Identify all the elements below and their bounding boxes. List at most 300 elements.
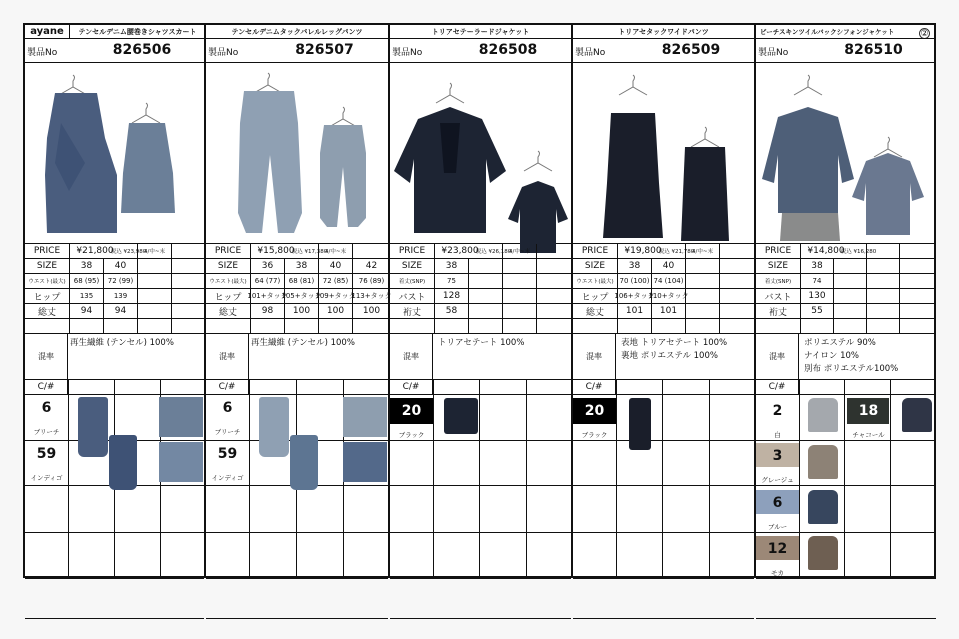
color-row bbox=[390, 533, 571, 579]
product-column bbox=[756, 25, 936, 576]
color-number: 3 bbox=[772, 448, 783, 464]
spec-value: 113+タック bbox=[351, 292, 392, 300]
spec-cell bbox=[720, 259, 756, 273]
mix-line: 再生繊維 (テンセル) 100% bbox=[251, 338, 355, 348]
spec-cell bbox=[537, 244, 573, 258]
spec-row-waist bbox=[25, 274, 204, 289]
spec-cell bbox=[900, 319, 936, 333]
spec-label: 総丈 bbox=[573, 304, 618, 318]
spec-cell bbox=[834, 319, 867, 333]
color-number: 12 bbox=[767, 541, 788, 557]
product-number-row bbox=[206, 39, 388, 63]
spec-row-blank1 bbox=[206, 319, 388, 334]
garment-thumbnail bbox=[259, 397, 289, 457]
product-header bbox=[206, 25, 388, 39]
color-number: 6 bbox=[222, 400, 233, 416]
spec-label: SIZE bbox=[573, 259, 618, 273]
color-row bbox=[25, 486, 204, 533]
fabric-mix bbox=[206, 334, 388, 380]
price-value: ¥21,800 bbox=[76, 246, 114, 256]
spec-value: 42 bbox=[365, 261, 378, 271]
spec-cell bbox=[503, 304, 537, 318]
release-timing: 4/中~末 bbox=[319, 244, 353, 258]
fabric-mix bbox=[25, 334, 204, 380]
color-row bbox=[390, 441, 571, 486]
spec-row-sleeve bbox=[390, 304, 571, 319]
color-number: 20 bbox=[401, 403, 422, 419]
price-with-tax: 税込 ¥23,980 bbox=[120, 244, 138, 258]
spec-value: 100 bbox=[362, 306, 381, 316]
spec-cell bbox=[251, 319, 285, 333]
page-number: ② bbox=[920, 29, 929, 39]
mix-text bbox=[804, 337, 898, 376]
spec-cell bbox=[867, 304, 900, 318]
spec-value: 38 bbox=[801, 259, 834, 273]
product-number-label: 製品No bbox=[758, 48, 789, 58]
spec-cell bbox=[537, 289, 573, 303]
color-name: ブルー bbox=[767, 523, 788, 531]
spec-value: 40 bbox=[319, 259, 353, 273]
color-row bbox=[25, 579, 204, 619]
color-row bbox=[206, 579, 388, 619]
spec-label: PRICE bbox=[756, 244, 801, 258]
product-column bbox=[25, 25, 206, 576]
spec-cell bbox=[686, 274, 720, 288]
spec-row-bust bbox=[390, 289, 571, 304]
spec-label: SIZE bbox=[390, 259, 435, 273]
color-row bbox=[573, 441, 754, 486]
mix-text bbox=[621, 337, 727, 363]
spec-row-hip bbox=[206, 289, 392, 304]
product-number-label: 製品No bbox=[575, 48, 606, 58]
product-number: 826508 bbox=[478, 42, 538, 58]
product-column bbox=[390, 25, 573, 576]
spec-cell bbox=[537, 274, 573, 288]
spec-cell bbox=[319, 319, 353, 333]
color-name: モカ bbox=[771, 569, 784, 577]
spec-value: 109+タック bbox=[319, 289, 353, 303]
spec-value: 100 bbox=[285, 304, 319, 318]
spec-cell bbox=[686, 304, 720, 318]
spec-value: 139 bbox=[104, 289, 138, 303]
color-number: 59 bbox=[217, 446, 238, 462]
spec-cell bbox=[172, 259, 206, 273]
spec-value: 100 bbox=[319, 304, 353, 318]
line-sheet bbox=[23, 23, 936, 578]
spec-cell bbox=[469, 274, 503, 288]
garment-thumbnail bbox=[808, 398, 838, 432]
spec-row-length bbox=[206, 304, 388, 319]
spec-cell bbox=[104, 319, 138, 333]
price-with-tax: 税込 ¥21,780 bbox=[668, 244, 686, 258]
spec-value: 55 bbox=[801, 304, 834, 318]
product-photo bbox=[756, 63, 936, 244]
color-name: ブリーチ bbox=[214, 428, 241, 436]
price-value: ¥15,800 bbox=[257, 246, 295, 256]
mix-text bbox=[438, 337, 524, 350]
spec-label bbox=[206, 319, 251, 333]
spec-row-price bbox=[206, 244, 388, 259]
product-header bbox=[25, 25, 204, 39]
spec-value: 106+タック bbox=[618, 289, 652, 303]
garment-illustration bbox=[390, 63, 572, 243]
product-number-label: 製品No bbox=[27, 48, 58, 58]
spec-cell bbox=[834, 274, 867, 288]
spec-cell bbox=[618, 319, 652, 333]
color-swatch-6 bbox=[756, 490, 799, 514]
product-photo bbox=[25, 63, 204, 244]
skirt-small bbox=[121, 123, 175, 213]
color-number: 2 bbox=[772, 403, 783, 419]
spec-cell bbox=[801, 319, 834, 333]
jacket-small bbox=[852, 153, 924, 235]
mix-line: ポリエステル 90% bbox=[804, 338, 876, 348]
spec-value: 38 bbox=[70, 259, 104, 273]
spec-cell bbox=[172, 319, 206, 333]
spec-row-waist bbox=[390, 274, 571, 289]
color-name: チャコール bbox=[852, 431, 885, 439]
spec-value: 75 bbox=[435, 274, 469, 288]
color-name: グレージュ bbox=[761, 476, 794, 484]
spec-value: 68 (95) bbox=[70, 274, 104, 288]
product-number-label: 製品No bbox=[392, 48, 423, 58]
fabric-mix bbox=[756, 334, 936, 380]
spec-value: 74 bbox=[801, 274, 834, 288]
fabric-mix bbox=[390, 334, 571, 380]
spec-cell bbox=[503, 289, 537, 303]
spec-row-blank1 bbox=[573, 319, 754, 334]
spec-label: PRICE bbox=[573, 244, 618, 258]
color-name: ブラック bbox=[398, 431, 425, 439]
garment-thumbnail bbox=[290, 435, 318, 490]
spec-row-waist bbox=[573, 274, 754, 289]
spec-value: 64 (77) bbox=[251, 274, 285, 288]
spec-cell bbox=[720, 244, 756, 258]
spec-row-size bbox=[390, 259, 571, 274]
spec-row-waist bbox=[756, 274, 936, 289]
product-column bbox=[206, 25, 390, 576]
spec-cell bbox=[503, 259, 537, 273]
color-row bbox=[390, 486, 571, 533]
spec-label bbox=[390, 319, 435, 333]
garment-illustration bbox=[25, 63, 205, 243]
spec-row-price bbox=[573, 244, 754, 259]
price-value: ¥23,800 bbox=[441, 246, 479, 256]
spec-value: 110+タック bbox=[652, 289, 686, 303]
spec-value: 101 bbox=[652, 304, 686, 318]
garment-thumbnail bbox=[78, 397, 108, 457]
spec-cell bbox=[867, 259, 900, 273]
spec-cell bbox=[469, 289, 503, 303]
color-header: C/# bbox=[25, 380, 68, 394]
spec-value: 74 (104) bbox=[652, 274, 686, 288]
spec-label: ヒップ bbox=[25, 289, 70, 303]
mix-line: 表地 トリアセテート 100% bbox=[621, 338, 728, 348]
price-with-tax: 税込 ¥17,380 bbox=[301, 244, 319, 258]
spec-cell bbox=[172, 274, 206, 288]
spec-cell bbox=[686, 289, 720, 303]
color-row bbox=[25, 533, 204, 579]
spec-cell bbox=[720, 274, 756, 288]
spec-cell bbox=[138, 289, 172, 303]
mix-line: 別布 ポリエステル100% bbox=[804, 364, 899, 374]
product-column bbox=[573, 25, 756, 576]
fabric-mix bbox=[573, 334, 754, 380]
spec-label: バスト bbox=[756, 289, 801, 303]
mix-label: 混率 bbox=[390, 334, 433, 379]
spec-value: 98 bbox=[251, 304, 285, 318]
color-number: 6 bbox=[772, 495, 783, 511]
color-number: 59 bbox=[36, 446, 57, 462]
spec-cell bbox=[900, 289, 936, 303]
price-with-tax: 税込 ¥26,180 bbox=[485, 244, 503, 258]
garment-illustration bbox=[573, 63, 755, 243]
mix-label: 混率 bbox=[573, 334, 616, 379]
spec-cell bbox=[138, 259, 172, 273]
fabric-swatch bbox=[159, 397, 203, 437]
spec-value: 94 bbox=[70, 304, 104, 318]
spec-cell bbox=[353, 319, 390, 333]
spec-row-blank1 bbox=[756, 319, 936, 334]
spec-row-bust bbox=[756, 289, 936, 304]
mix-label: 混率 bbox=[756, 334, 799, 379]
spec-cell bbox=[469, 304, 503, 318]
spec-cell bbox=[900, 274, 936, 288]
spec-label bbox=[25, 319, 70, 333]
spec-label: SIZE bbox=[25, 259, 70, 273]
product-photo bbox=[573, 63, 754, 244]
spec-cell bbox=[867, 274, 900, 288]
spec-label: ウエスト(最大) bbox=[573, 274, 618, 288]
product-number-row bbox=[390, 39, 571, 63]
spec-label: PRICE bbox=[390, 244, 435, 258]
mix-line: 再生繊維 (テンセル) 100% bbox=[70, 338, 174, 348]
product-number: 826509 bbox=[661, 42, 721, 58]
price-value: ¥19,800 bbox=[624, 246, 662, 256]
brand-logo: ayane bbox=[25, 25, 70, 39]
spec-label: 着丈(SNP) bbox=[390, 274, 435, 288]
color-name: ブリーチ bbox=[33, 428, 60, 436]
color-number: 18 bbox=[858, 403, 879, 419]
mix-text bbox=[70, 337, 174, 350]
spec-cell bbox=[834, 259, 867, 273]
spec-cell bbox=[172, 304, 206, 318]
spec-cell bbox=[720, 304, 756, 318]
spec-cell bbox=[686, 319, 720, 333]
color-row bbox=[573, 579, 754, 619]
spec-value: 72 (85) bbox=[319, 274, 353, 288]
product-number: 826510 bbox=[844, 42, 903, 58]
color-header-row bbox=[206, 380, 388, 395]
spec-value: 58 bbox=[435, 304, 469, 318]
spec-cell bbox=[172, 289, 206, 303]
spec-label: バスト bbox=[390, 289, 435, 303]
product-photo bbox=[390, 63, 571, 244]
spec-cell bbox=[652, 319, 686, 333]
spec-cell bbox=[537, 259, 573, 273]
spec-row-size bbox=[573, 259, 754, 274]
spec-value: 38 bbox=[435, 259, 469, 273]
spec-cell bbox=[353, 244, 390, 258]
color-header-row bbox=[756, 380, 936, 395]
color-swatch-20 bbox=[573, 398, 616, 424]
spec-cell bbox=[503, 274, 537, 288]
mix-line: 裏地 ポリエステル 100% bbox=[621, 351, 718, 361]
color-row bbox=[573, 486, 754, 533]
garment-thumbnail bbox=[444, 398, 478, 434]
spec-value: 72 (99) bbox=[104, 274, 138, 288]
garment-thumbnail bbox=[109, 435, 137, 490]
spec-cell bbox=[469, 319, 503, 333]
product-title: ピーチスキンツイルバックシフォンジャケット bbox=[760, 28, 895, 36]
spec-row-size bbox=[206, 259, 388, 274]
spec-row-size bbox=[756, 259, 936, 274]
release-timing: 4/中~末 bbox=[503, 244, 537, 258]
spec-value: 135 bbox=[70, 289, 104, 303]
spec-label: ヒップ bbox=[206, 289, 251, 303]
spec-cell bbox=[138, 319, 172, 333]
spec-label: 総丈 bbox=[206, 304, 251, 318]
spec-cell bbox=[720, 319, 756, 333]
color-name: 白 bbox=[774, 431, 781, 439]
spec-label: SIZE bbox=[756, 259, 801, 273]
spec-value: 40 bbox=[652, 259, 686, 273]
garment-thumbnail bbox=[808, 490, 838, 524]
spec-value: 70 (100) bbox=[618, 274, 652, 288]
garment-illustration bbox=[756, 63, 935, 243]
price-with-tax: 税込 ¥16,280 bbox=[851, 244, 867, 258]
product-title: トリアセタックワイドパンツ bbox=[618, 28, 709, 36]
fabric-swatch bbox=[343, 397, 387, 437]
product-title: テンセルデニムタックバレルレッグパンツ bbox=[231, 28, 363, 36]
spec-value: 68 (81) bbox=[285, 274, 319, 288]
spec-label: SIZE bbox=[206, 259, 251, 273]
color-header-row bbox=[573, 380, 754, 395]
product-number: 826506 bbox=[112, 42, 172, 58]
color-header: C/# bbox=[756, 380, 799, 394]
spec-label: PRICE bbox=[206, 244, 251, 258]
spec-row-price bbox=[390, 244, 571, 259]
mix-text bbox=[251, 337, 355, 350]
spec-cell bbox=[172, 244, 206, 258]
mix-line: ナイロン 10% bbox=[804, 351, 859, 361]
color-row bbox=[573, 533, 754, 579]
spec-value: 105+タック bbox=[285, 289, 319, 303]
garment-thumbnail bbox=[902, 398, 932, 432]
spec-label: 着丈(SNP) bbox=[756, 274, 801, 288]
spec-value: 36 bbox=[251, 259, 285, 273]
fabric-swatch bbox=[159, 442, 203, 482]
spec-row-price bbox=[756, 244, 936, 259]
spec-value: 76 (89) bbox=[358, 277, 385, 285]
spec-cell bbox=[503, 319, 537, 333]
product-number-row bbox=[573, 39, 754, 63]
color-swatch-2 bbox=[756, 398, 799, 427]
spec-row-hip bbox=[573, 289, 754, 304]
color-swatch-18 bbox=[847, 398, 889, 424]
spec-value: 130 bbox=[801, 289, 834, 303]
spec-row-blank1 bbox=[390, 319, 571, 334]
product-header bbox=[573, 25, 754, 39]
spec-row-waist bbox=[206, 274, 388, 289]
garment-thumbnail bbox=[629, 398, 651, 450]
color-name: ブラック bbox=[581, 431, 608, 439]
spec-cell bbox=[469, 259, 503, 273]
spec-cell bbox=[900, 304, 936, 318]
spec-cell bbox=[435, 319, 469, 333]
price-value: ¥14,800 bbox=[807, 246, 845, 256]
color-swatch-12 bbox=[756, 536, 799, 560]
color-swatch-20 bbox=[390, 398, 433, 424]
jacket-large bbox=[762, 107, 854, 213]
release-timing: 4/中~末 bbox=[686, 244, 720, 258]
spec-row-hip bbox=[25, 289, 204, 304]
spec-cell bbox=[70, 319, 104, 333]
garment-thumbnail bbox=[808, 536, 838, 570]
spec-row-price bbox=[25, 244, 204, 259]
product-header bbox=[390, 25, 571, 39]
spec-cell bbox=[285, 319, 319, 333]
color-number: 6 bbox=[41, 400, 52, 416]
garment-illustration bbox=[206, 63, 389, 243]
spec-label: ウエスト(最大) bbox=[206, 274, 251, 288]
color-header: C/# bbox=[573, 380, 616, 394]
spec-label: PRICE bbox=[25, 244, 70, 258]
color-row bbox=[206, 533, 388, 579]
jacket-small bbox=[508, 181, 568, 253]
spec-cell bbox=[867, 319, 900, 333]
mix-label: 混率 bbox=[25, 334, 68, 379]
spec-label: ヒップ bbox=[573, 289, 618, 303]
spec-label: 裄丈 bbox=[756, 304, 801, 318]
pants-large bbox=[238, 91, 302, 233]
color-row bbox=[756, 579, 936, 619]
spec-label: ウエスト(最大) bbox=[25, 274, 70, 288]
spec-cell bbox=[834, 304, 867, 318]
spec-row-length bbox=[25, 304, 204, 319]
spec-cell bbox=[138, 304, 172, 318]
release-timing: 4/中~末 bbox=[138, 244, 172, 258]
color-swatch-3 bbox=[756, 443, 799, 467]
mix-line: トリアセテート 100% bbox=[438, 338, 525, 348]
color-header: C/# bbox=[390, 380, 433, 394]
spec-value: 128 bbox=[435, 289, 469, 303]
color-name: インディゴ bbox=[211, 474, 244, 482]
spec-cell bbox=[686, 259, 720, 273]
spec-cell bbox=[537, 304, 573, 318]
color-number: 20 bbox=[584, 403, 605, 419]
pants-small bbox=[320, 125, 366, 227]
product-number-label: 製品No bbox=[208, 48, 239, 58]
mix-label: 混率 bbox=[206, 334, 249, 379]
spec-row-length bbox=[573, 304, 754, 319]
spec-cell bbox=[138, 274, 172, 288]
fabric-swatch bbox=[343, 442, 387, 482]
spec-cell bbox=[537, 319, 573, 333]
spec-value: 101+タック bbox=[251, 289, 285, 303]
product-number: 826507 bbox=[295, 42, 354, 58]
product-photo bbox=[206, 63, 388, 244]
color-header-row bbox=[390, 380, 571, 395]
color-row bbox=[390, 579, 571, 619]
product-title: トリアセテーラードジャケット bbox=[431, 28, 530, 36]
chiffon-back bbox=[780, 213, 840, 241]
spec-value: 40 bbox=[104, 259, 138, 273]
wide-pants-large bbox=[603, 113, 663, 238]
product-title: テンセルデニム腰巻きシャツスカート bbox=[78, 28, 197, 36]
spec-cell bbox=[720, 289, 756, 303]
product-header bbox=[756, 25, 936, 39]
